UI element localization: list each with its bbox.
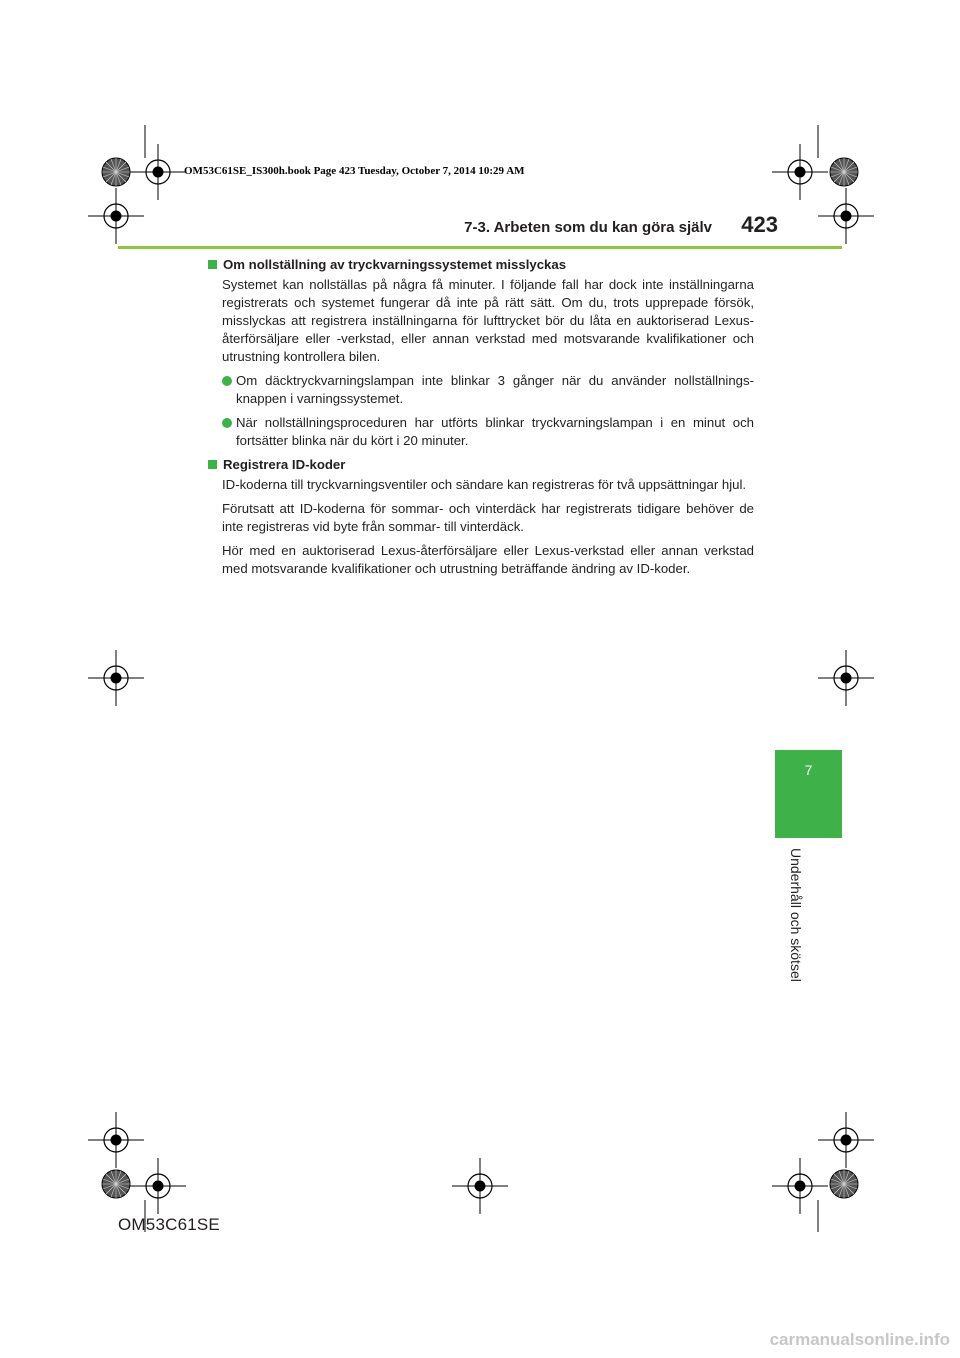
watermark: carmanualsonline.info [769, 1330, 950, 1349]
paragraph: Förutsatt att ID-koderna för sommar- och vinterdäck har registrerats tidigare behöver de inte registreras vid byte från sommar- till vinterdäck. [222, 501, 754, 534]
paragraph: Systemet kan nollställas på några få minuter. I följande fall har dock inte inställningarna registrerats och systemet fungerar då inte på rätt sätt. Om du, trots upprepade försök, misslyckas att registrera inställningarna för lufttrycket bör du låta en auktoriserad Lexus-återförsäljare eller -verkstad, eller annan verkstad med motsvarande kvalifikationer och utrustning kontrollera bilen. [222, 277, 754, 364]
list-item [222, 414, 754, 450]
green-dot-icon [222, 376, 232, 386]
crosshair-icon [88, 650, 144, 706]
print-stamp: OM53C61SE_IS300h.book Page 423 Tuesday, October 7, 2014 10:29 AM [184, 165, 525, 177]
crosshair-icon [130, 1158, 186, 1214]
crosshair-icon [772, 1158, 828, 1214]
paragraph: ID-koderna till tryckvarningsventiler och sändare kan registreras för två uppsättningar hjul. [222, 477, 747, 492]
starburst-icon [102, 158, 130, 186]
green-square-icon [208, 460, 217, 469]
section-title: 7-3. Arbeten som du kan göra själv [464, 219, 712, 236]
section-heading-text: Om nollställning av tryckvarningssystemet misslyckas [223, 257, 567, 272]
list-item-text: Om däcktryckvarningslampan inte blinkar 3 gånger när du använder nollställnings-knappen i varningssystemet. [236, 373, 754, 406]
crosshair-icon [452, 1158, 508, 1214]
section-heading [208, 456, 754, 474]
page-number: 423 [741, 212, 778, 237]
page-content [208, 256, 754, 584]
crosshair-icon [88, 188, 144, 244]
section-heading-text: Registrera ID-koder [223, 457, 346, 472]
green-dot-icon [222, 418, 232, 428]
crosshair-icon [130, 144, 186, 200]
green-square-icon [208, 260, 217, 269]
crosshair-icon [88, 1112, 144, 1168]
chapter-number: 7 [804, 762, 813, 778]
starburst-icon [102, 1170, 130, 1198]
starburst-icon [830, 158, 858, 186]
manual-code: OM53C61SE [118, 1215, 220, 1234]
section-heading [208, 256, 754, 274]
paragraph: Hör med en auktoriserad Lexus-återförsäljare eller Lexus-verkstad eller annan verkstad med motsvarande kvalifikationer och utrustning beträffande ändring av ID-koder. [222, 543, 754, 576]
header-divider [118, 246, 842, 249]
chapter-label-text: Underhåll och skötsel [788, 848, 804, 982]
chapter-tab [775, 750, 842, 838]
crosshair-icon [818, 1112, 874, 1168]
crosshair-icon [818, 650, 874, 706]
starburst-icon [830, 1170, 858, 1198]
chapter-label [788, 848, 806, 1008]
list-item [222, 372, 754, 408]
crosshair-icon [772, 144, 828, 200]
list-item-text: När nollställningsproceduren har utförts blinkar tryckvarningslampan i en minut och fortsätter blinka när du kört i 20 minuter. [236, 415, 754, 448]
crosshair-icon [818, 188, 874, 244]
